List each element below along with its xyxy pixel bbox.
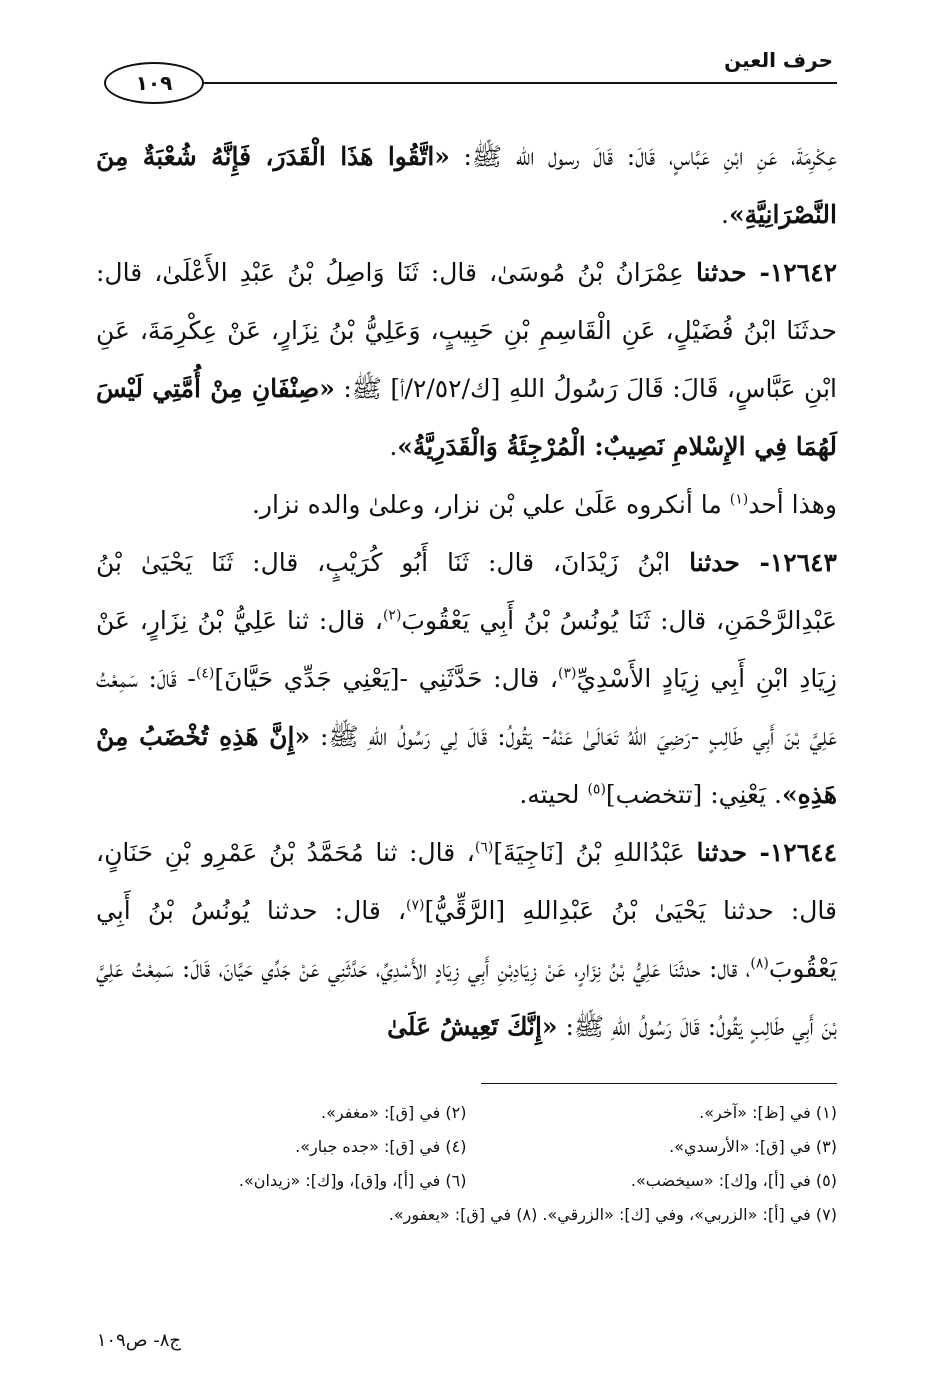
text-run: - قَالَ: سَمِعْتُ عَلِيَّ بْنَ أَبِي طَالِبٍ -رَضِيَ اللهُ تَعَالَىٰ عَنْهُ- يَقُولُ: قَالَ لِي رَسُولُ اللهِ ﷺ: xyxy=(96,664,837,751)
text-run: ابْنُ زَيْدَانَ، قال: ثَنَا أَبُو كُرَيْبٍ، قال: ثَنَا يَحْيَىٰ بْنُ عَبْدِالرَّحْمَنِ، قال: ثَنَا يُونُسُ بْنُ أَبِي يَعْقُوبَ xyxy=(96,548,837,635)
text-run: لحيته. xyxy=(519,780,588,809)
page-number-oval xyxy=(104,62,204,104)
main-text xyxy=(96,128,837,1056)
page-reference: ج٨- ص١٠٩ xyxy=(96,1330,181,1351)
footnote-ref: (٧) xyxy=(406,897,425,914)
footnote-row xyxy=(96,1164,837,1198)
hadith-number: ١٢٦٤٤- حدثنا xyxy=(696,838,838,867)
paragraph-1 xyxy=(96,128,837,244)
text-run: عِمْرَانُ بْنُ مُوسَىٰ، قال: ثَنَا وَاصِلُ بْنُ عَبْدِ الأَعْلَىٰ، قال: حدثَنَا ابْنُ فُضَيْلٍ، عَنِ الْقَاسِمِ بْنِ حَبِيبٍ، وَعَلِيُّ بْنُ نِزَارٍ، عَنْ عِكْرِمَةَ، عَنِ ابْنِ عَبَّاسٍ، قَالَ: قَالَ رَسُولُ اللهِ [ك/٢/٥٢/أ] ﷺ: xyxy=(96,258,837,403)
footnote-6: (٦) في [أ]، و[ق]، و[ك]: «زيدان». xyxy=(238,1171,467,1190)
footnote-ref: (٥) xyxy=(587,781,606,798)
footnote-ref: (٢) xyxy=(382,607,402,624)
text-run: ما أنكروه عَلَىٰ علي بْن نزار، وعلىٰ والده نزار. xyxy=(251,490,730,519)
footnote-7-8: (٧) في [أ]: «الزربي»، وفي [ك]: «الزرقي». (٨) في [ق]: «يعفور». xyxy=(388,1205,837,1224)
text-run: ، قال: حدثنا يُونُسُ بْنُ أَبِي يَعْقُوبَ xyxy=(96,896,837,983)
text-run: . يَعْنِي: [تتخضب] xyxy=(605,780,782,809)
section-title: حرف العين xyxy=(724,48,833,72)
hadith-number: ١٢٦٤٢- حدثنا xyxy=(695,258,837,287)
hadith-12643 xyxy=(96,534,837,824)
footnote-ref: (٨) xyxy=(750,955,769,972)
hadith-text: «إِنَّ هَذِهِ تُخْضَبُ مِنْ هَذِهِ» xyxy=(96,722,837,809)
hadith-text: «اتَّقُوا هَذَا الْقَدَرَ، فَإِنَّهُ شُعْبَةٌ مِنَ النَّصْرَانِيَّةِ» xyxy=(96,142,837,229)
footnote-row xyxy=(96,1096,837,1130)
page-number: ١٠٩ xyxy=(135,71,173,95)
footnote-5: (٥) في [أ]، و[ك]: «سيخضب». xyxy=(630,1171,837,1190)
footnote-3: (٣) في [ق]: «الأرسدي». xyxy=(669,1137,837,1156)
header-rule xyxy=(160,82,837,84)
text-run: . xyxy=(720,200,729,229)
footnote-ref: (٦) xyxy=(474,839,494,856)
text-run: . xyxy=(389,432,398,461)
text-run: وهذا أحد xyxy=(748,490,837,519)
text-run: ، قال: حَدَّثَنِي -[يَعْنِي جَدِّي حَيَّانَ] xyxy=(214,664,558,693)
footnote-4: (٤) في [ق]: «جده جبار». xyxy=(295,1137,467,1156)
text-run: ، قال: حدثَنَا عَلِيُّ بْنُ نِزَارٍ، عَنْ زِيَادِبْنِ أَبِي زِيَادٍ الأَسْدِيِّ، حَدَّثَنِي عَنْ جَدِّي حَيَّانَ، قَالَ: سَمِعْتُ عَلِيَّ بْنَ أَبِي طَالِبٍ يَقُولُ: قَالَ رَسُولُ اللهِ ﷺ: xyxy=(96,954,837,1041)
footnote-1: (١) في [ظ]: «آخر». xyxy=(699,1103,837,1122)
footnote-row xyxy=(96,1198,837,1232)
text-run: ، قال: ثنا عَلِيُّ بْنُ نِزَارٍ، عَنْ زِيَادِ ابْنِ أَبِي زِيَادٍ الأَسْدِيِّ xyxy=(96,606,837,693)
footnote-row xyxy=(96,1130,837,1164)
hadith-number: ١٢٦٤٣- حدثنا xyxy=(689,548,837,577)
text-run: ، قال: ثنا مُحَمَّدُ بْنُ عَمْرِو بْنِ حَنَانٍ، قال: حدثنا يَحْيَىٰ بْنُ عَبْدِاللهِ [الرَّقِّيُّ] xyxy=(96,838,837,925)
hadith-text: «إِنَّكَ تَعِيشُ عَلَىٰ xyxy=(387,1012,558,1041)
hadith-12642 xyxy=(96,244,837,476)
footnote-2: (٢) في [ق]: «مغفر». xyxy=(321,1103,467,1122)
footnote-ref: (٣) xyxy=(557,665,577,682)
text-run: عِكْرِمَةَ، عَنِ ابْنِ عَبَّاسٍ، قَالَ: قَالَ رسول الله ﷺ: xyxy=(449,142,837,171)
text-run: عَبْدُاللهِ بْنُ [نَاجِيَةَ] xyxy=(493,838,697,867)
hadith-text: «صِنْفَانِ مِنْ أُمَّتِي لَيْسَ لَهُمَا فِي الإِسْلامِ نَصِيبٌ: الْمُرْجِئَةُ وَالْقَدَرِيَّةُ» xyxy=(96,374,837,461)
commentary xyxy=(96,476,837,534)
footnotes xyxy=(96,1096,837,1232)
hadith-12644 xyxy=(96,824,837,1056)
footnote-ref: (٤) xyxy=(195,665,215,682)
footnote-ref: (١) xyxy=(729,491,749,508)
footnote-rule xyxy=(481,1083,837,1084)
